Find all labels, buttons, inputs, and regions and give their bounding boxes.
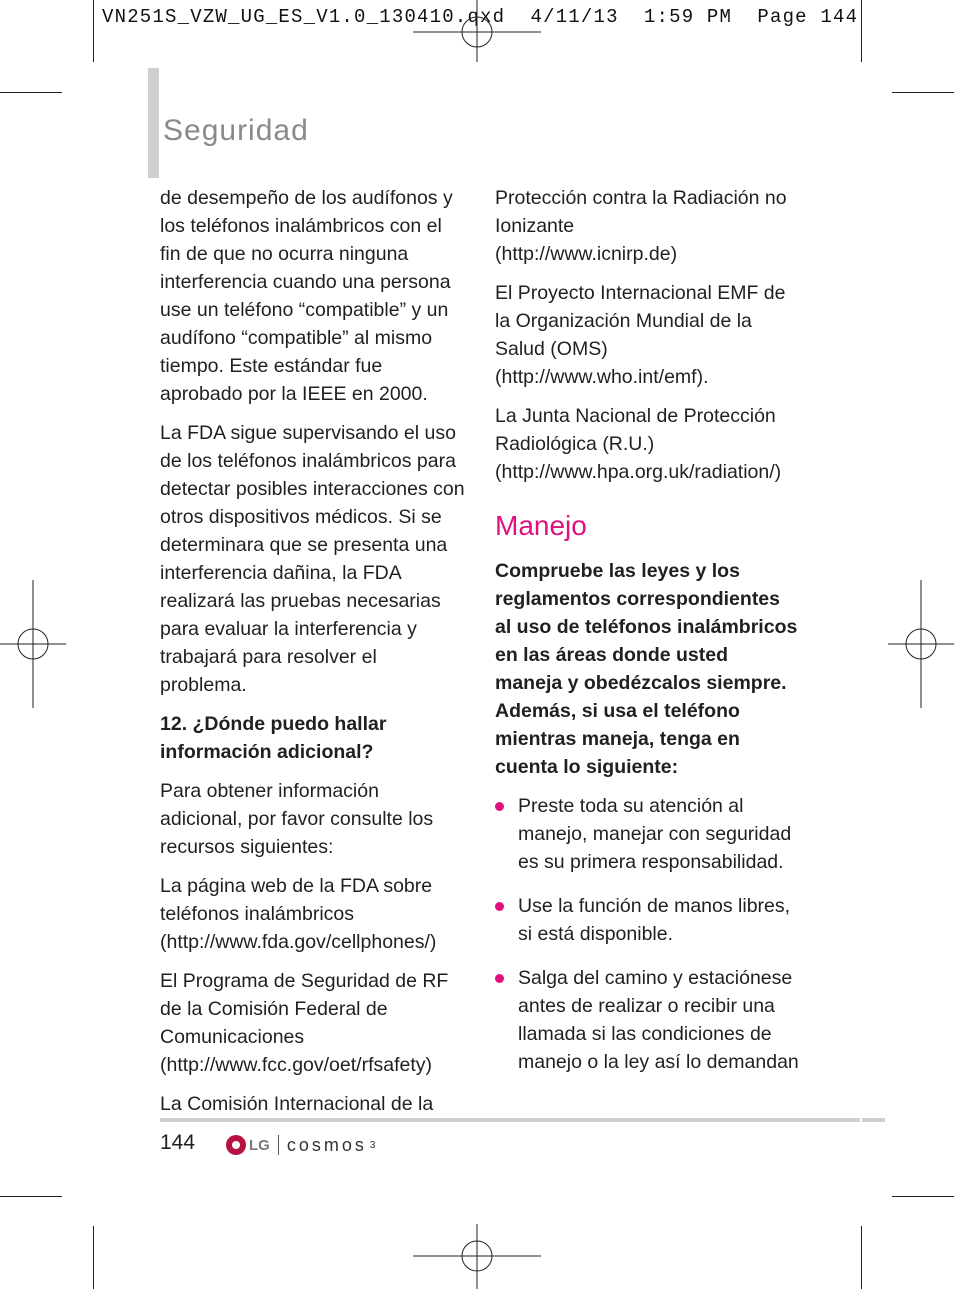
- logo-divider: [278, 1135, 279, 1155]
- resource-entry: [495, 184, 800, 268]
- faq-question: 12. ¿Dónde puedo hallar información adicional?: [160, 713, 387, 763]
- body-paragraph: La FDA sigue supervisando el uso de los teléfonos inalámbricos para detectar posibles interacciones con otros dispositivos médicos. Si se determinara que se presenta una interferencia dañina, la FDA realizará las pruebas necesarias para evaluar la interferencia y trabajará para resolver el problema.: [160, 422, 465, 696]
- model-name: cosmos: [286, 1134, 367, 1155]
- resource-name: La Junta Nacional de Protección Radiológica (R.U.): [495, 405, 776, 455]
- list-item: [495, 964, 800, 1076]
- crop-mark: [0, 1196, 62, 1197]
- registration-mark-icon: [413, 1224, 541, 1289]
- bullet-dot-icon: [495, 974, 504, 983]
- brand-logo: [226, 1133, 375, 1157]
- lead-paragraph: Compruebe las leyes y los reglamentos correspondientes al uso de teléfonos inalámbricos en las áreas donde usted maneja y obedézcalos siempre. Además, si usa el teléfono mientras maneja, tenga en cuenta lo siguiente:: [495, 560, 798, 778]
- resource-name: Protección contra la Radiación no Ionizante: [495, 187, 787, 237]
- resource-url: (http://www.hpa.org.uk/radiation/): [495, 461, 782, 483]
- resource-url: (http://www.icnirp.de): [495, 243, 678, 265]
- body-paragraph: La Comisión Internacional de la: [160, 1093, 434, 1115]
- list-item-text: Preste toda su atención al manejo, manejar con seguridad es su primera responsabilidad.: [518, 795, 792, 873]
- resource-entry: [160, 872, 465, 956]
- resource-url: (http://www.fda.gov/cellphones/): [160, 931, 437, 953]
- lg-logo-icon: [226, 1135, 246, 1155]
- print-slug: VN251S_VZW_UG_ES_V1.0_130410.qxd 4/11/13 1:59 PM Page 144: [102, 6, 859, 28]
- brand-name: LG: [249, 1136, 270, 1154]
- resource-name: La página web de la FDA sobre teléfonos inalámbricos: [160, 875, 433, 925]
- model-suffix: 3: [369, 1139, 376, 1151]
- resource-url: (http://www.fcc.gov/oet/rfsafety): [160, 1054, 433, 1076]
- page-number: 144: [160, 1131, 196, 1154]
- resource-entry: [495, 279, 800, 391]
- resource-entry: [495, 402, 800, 486]
- crop-mark: [892, 92, 954, 93]
- resource-name: El Proyecto Internacional EMF de la Organización Mundial de la Salud (OMS): [495, 282, 786, 360]
- left-column: [160, 184, 465, 1129]
- right-column: [495, 184, 800, 1092]
- registration-mark-icon: [0, 580, 66, 708]
- body-paragraph: de desempeño de los audífonos y los teléfonos inalámbricos con el fin de que no ocurra ninguna interferencia cuando una persona use un teléfono “compatible” y un audífono “compatible” al mismo tiempo. Este estándar fue aprobado por la IEEE en 2000.: [160, 187, 453, 405]
- crop-mark: [861, 1226, 862, 1289]
- resource-entry: [160, 967, 465, 1079]
- crop-mark: [93, 1226, 94, 1289]
- crop-mark: [892, 1196, 954, 1197]
- footer-rule: [862, 1118, 885, 1122]
- title-accent-bar: [148, 68, 159, 178]
- resource-url: (http://www.who.int/emf).: [495, 366, 709, 388]
- bullet-list: [495, 792, 800, 1076]
- resource-name: El Programa de Seguridad de RF de la Comisión Federal de Comunicaciones: [160, 970, 449, 1048]
- list-item: [495, 792, 800, 876]
- list-item-text: Salga del camino y estaciónese antes de realizar o recibir una llamada si las condiciones de manejo o la ley así lo demandan: [518, 967, 799, 1073]
- footer-rule: [160, 1118, 860, 1122]
- crop-mark: [0, 92, 62, 93]
- registration-mark-icon: [413, 0, 541, 64]
- page-title: Seguridad: [163, 114, 309, 147]
- list-item-text: Use la función de manos libres, si está disponible.: [518, 895, 791, 945]
- list-item: [495, 892, 800, 948]
- body-paragraph: Para obtener información adicional, por favor consulte los recursos siguientes:: [160, 780, 434, 858]
- bullet-dot-icon: [495, 802, 504, 811]
- section-heading: Manejo: [495, 510, 587, 541]
- crop-mark: [861, 0, 862, 62]
- registration-mark-icon: [888, 580, 954, 708]
- bullet-dot-icon: [495, 902, 504, 911]
- crop-mark: [93, 0, 94, 62]
